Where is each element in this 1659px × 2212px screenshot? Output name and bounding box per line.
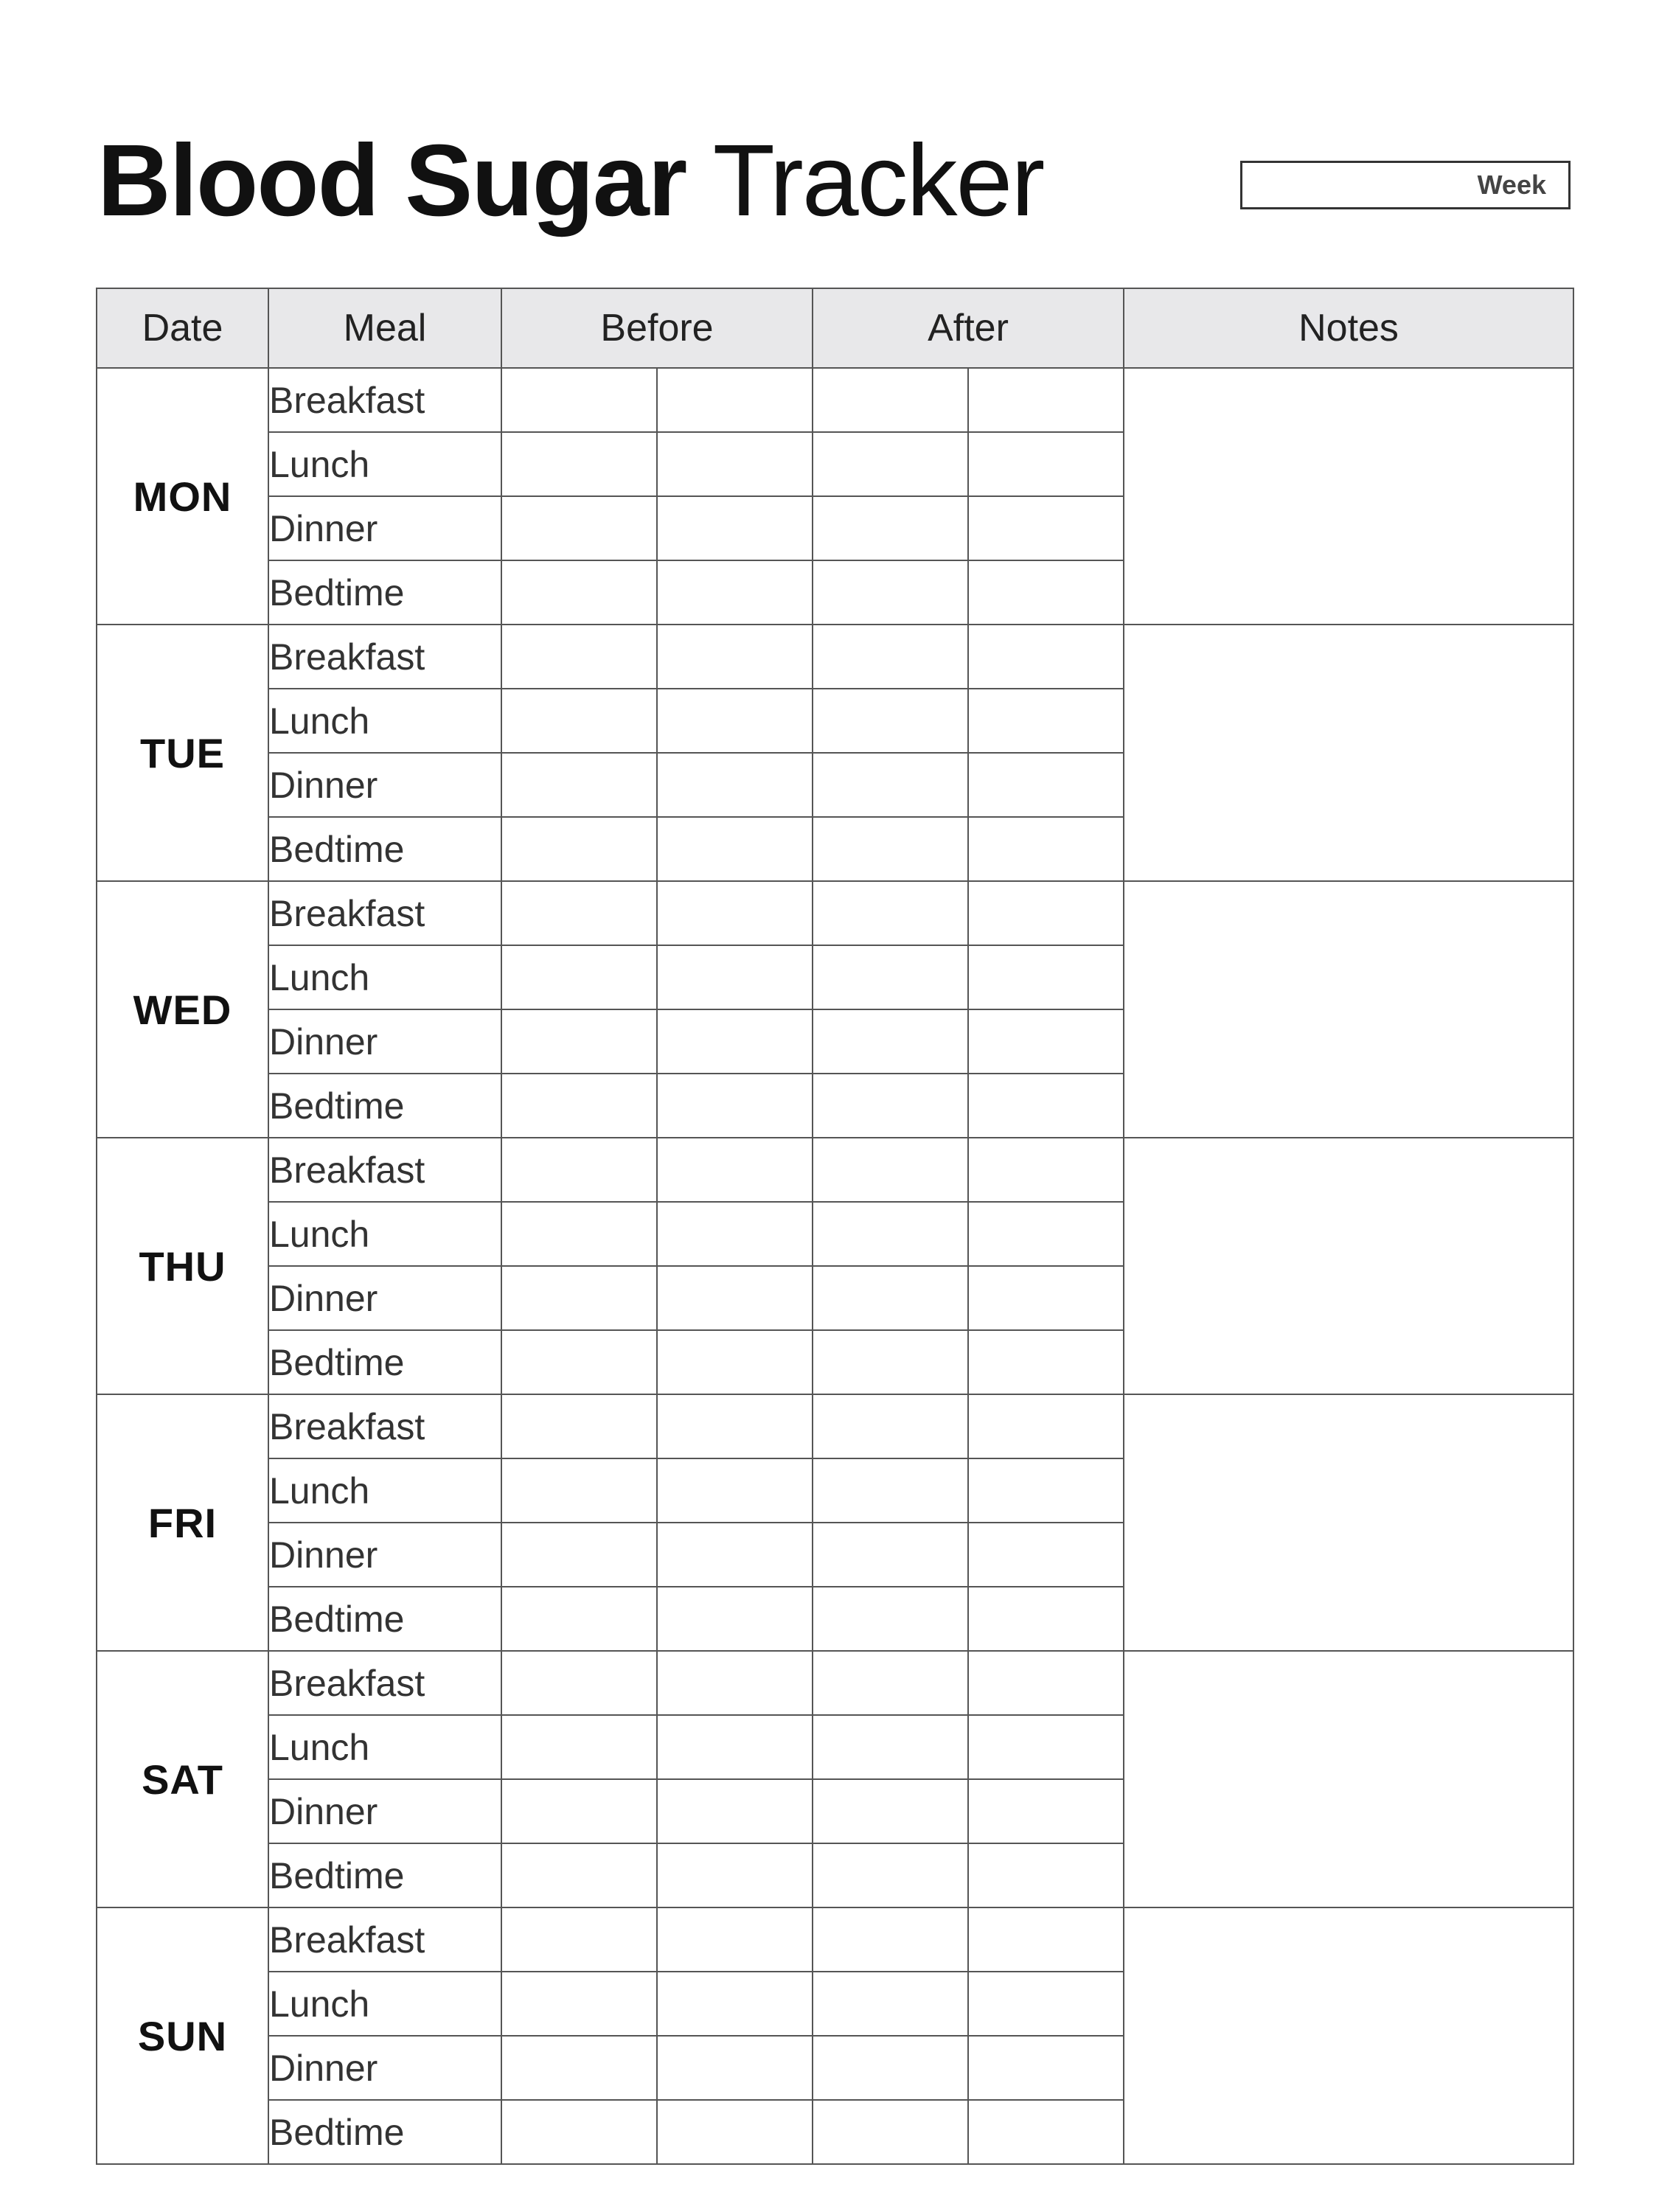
after-cell-2[interactable] [968, 2100, 1124, 2164]
after-cell-1[interactable] [813, 1651, 968, 1715]
tracker-table [96, 288, 1574, 2165]
after-cell-2[interactable] [968, 1972, 1124, 2036]
after-cell-1[interactable] [813, 432, 968, 496]
before-cell-1[interactable] [501, 1907, 657, 1972]
after-cell-2[interactable] [968, 1907, 1124, 1972]
before-cell-2[interactable] [657, 1074, 813, 1138]
meal-label: Bedtime [268, 1587, 501, 1651]
notes-cell[interactable] [1124, 1651, 1573, 1907]
before-cell-1[interactable] [501, 1330, 657, 1394]
before-cell-1[interactable] [501, 1715, 657, 1779]
meal-label: Lunch [268, 1715, 501, 1779]
table-row [97, 1907, 1573, 1972]
after-cell-2[interactable] [968, 368, 1124, 432]
after-cell-1[interactable] [813, 817, 968, 881]
before-cell-2[interactable] [657, 1138, 813, 1202]
before-cell-1[interactable] [501, 496, 657, 560]
before-cell-1[interactable] [501, 1651, 657, 1715]
before-cell-2[interactable] [657, 2036, 813, 2100]
after-cell-1[interactable] [813, 1330, 968, 1394]
week-field[interactable] [1240, 161, 1571, 209]
day-label: SUN [97, 1907, 268, 2164]
meal-label: Bedtime [268, 1074, 501, 1138]
before-cell-2[interactable] [657, 1907, 813, 1972]
before-cell-1[interactable] [501, 1138, 657, 1202]
before-cell-2[interactable] [657, 1843, 813, 1907]
meal-label: Lunch [268, 1202, 501, 1266]
before-cell-2[interactable] [657, 1523, 813, 1587]
before-cell-2[interactable] [657, 881, 813, 945]
after-cell-1[interactable] [813, 945, 968, 1009]
before-cell-1[interactable] [501, 1009, 657, 1074]
after-cell-1[interactable] [813, 1138, 968, 1202]
before-cell-1[interactable] [501, 1074, 657, 1138]
after-cell-1[interactable] [813, 496, 968, 560]
before-cell-1[interactable] [501, 817, 657, 881]
before-cell-2[interactable] [657, 432, 813, 496]
header-notes: Notes [1124, 288, 1573, 368]
before-cell-2[interactable] [657, 1779, 813, 1843]
meal-label: Dinner [268, 2036, 501, 2100]
meal-label: Lunch [268, 432, 501, 496]
before-cell-2[interactable] [657, 496, 813, 560]
before-cell-2[interactable] [657, 1651, 813, 1715]
before-cell-2[interactable] [657, 689, 813, 753]
table-row [97, 368, 1573, 432]
after-cell-1[interactable] [813, 2036, 968, 2100]
before-cell-1[interactable] [501, 881, 657, 945]
meal-label: Bedtime [268, 817, 501, 881]
before-cell-2[interactable] [657, 560, 813, 625]
after-cell-2[interactable] [968, 625, 1124, 689]
before-cell-1[interactable] [501, 1394, 657, 1458]
after-cell-2[interactable] [968, 1138, 1124, 1202]
after-cell-2[interactable] [968, 1074, 1124, 1138]
notes-cell[interactable] [1124, 881, 1573, 1138]
after-cell-2[interactable] [968, 689, 1124, 753]
after-cell-1[interactable] [813, 1394, 968, 1458]
after-cell-1[interactable] [813, 1202, 968, 1266]
meal-label: Breakfast [268, 1394, 501, 1458]
table-row [97, 1394, 1573, 1458]
after-cell-1[interactable] [813, 881, 968, 945]
before-cell-2[interactable] [657, 945, 813, 1009]
before-cell-1[interactable] [501, 1458, 657, 1523]
meal-label: Breakfast [268, 625, 501, 689]
meal-label: Lunch [268, 689, 501, 753]
before-cell-1[interactable] [501, 368, 657, 432]
after-cell-2[interactable] [968, 1266, 1124, 1330]
before-cell-2[interactable] [657, 1715, 813, 1779]
after-cell-1[interactable] [813, 1074, 968, 1138]
after-cell-2[interactable] [968, 1715, 1124, 1779]
after-cell-2[interactable] [968, 2036, 1124, 2100]
before-cell-2[interactable] [657, 1330, 813, 1394]
before-cell-1[interactable] [501, 1972, 657, 2036]
page-title [97, 118, 1043, 243]
before-cell-1[interactable] [501, 432, 657, 496]
meal-label: Dinner [268, 1779, 501, 1843]
meal-label: Dinner [268, 1009, 501, 1074]
meal-label: Lunch [268, 1458, 501, 1523]
after-cell-1[interactable] [813, 753, 968, 817]
after-cell-1[interactable] [813, 689, 968, 753]
table-row [97, 1138, 1573, 1202]
after-cell-2[interactable] [968, 1458, 1124, 1523]
after-cell-1[interactable] [813, 1009, 968, 1074]
day-label: SAT [97, 1651, 268, 1907]
before-cell-1[interactable] [501, 1843, 657, 1907]
before-cell-2[interactable] [657, 625, 813, 689]
before-cell-1[interactable] [501, 689, 657, 753]
before-cell-2[interactable] [657, 1458, 813, 1523]
after-cell-2[interactable] [968, 881, 1124, 945]
before-cell-2[interactable] [657, 1202, 813, 1266]
before-cell-1[interactable] [501, 1266, 657, 1330]
after-cell-2[interactable] [968, 1202, 1124, 1266]
before-cell-1[interactable] [501, 560, 657, 625]
after-cell-1[interactable] [813, 625, 968, 689]
header-meal: Meal [268, 288, 501, 368]
before-cell-1[interactable] [501, 2100, 657, 2164]
before-cell-2[interactable] [657, 1972, 813, 2036]
header-after: After [813, 288, 1124, 368]
after-cell-2[interactable] [968, 753, 1124, 817]
meal-label: Dinner [268, 496, 501, 560]
notes-cell[interactable] [1124, 1394, 1573, 1651]
after-cell-2[interactable] [968, 1651, 1124, 1715]
meal-label: Bedtime [268, 1330, 501, 1394]
after-cell-2[interactable] [968, 1394, 1124, 1458]
after-cell-2[interactable] [968, 1009, 1124, 1074]
after-cell-2[interactable] [968, 1587, 1124, 1651]
after-cell-2[interactable] [968, 817, 1124, 881]
notes-cell[interactable] [1124, 625, 1573, 881]
after-cell-2[interactable] [968, 560, 1124, 625]
after-cell-1[interactable] [813, 1587, 968, 1651]
header-date: Date [97, 288, 268, 368]
before-cell-1[interactable] [501, 945, 657, 1009]
before-cell-2[interactable] [657, 1394, 813, 1458]
before-cell-2[interactable] [657, 753, 813, 817]
meal-label: Breakfast [268, 881, 501, 945]
after-cell-1[interactable] [813, 1972, 968, 2036]
after-cell-2[interactable] [968, 1779, 1124, 1843]
after-cell-1[interactable] [813, 1458, 968, 1523]
day-label: TUE [97, 625, 268, 881]
before-cell-1[interactable] [501, 753, 657, 817]
header-row [97, 288, 1573, 368]
meal-label: Breakfast [268, 368, 501, 432]
before-cell-2[interactable] [657, 368, 813, 432]
after-cell-1[interactable] [813, 560, 968, 625]
after-cell-1[interactable] [813, 1715, 968, 1779]
meal-label: Breakfast [268, 1651, 501, 1715]
meal-label: Dinner [268, 1523, 501, 1587]
meal-label: Bedtime [268, 1843, 501, 1907]
table-row [97, 881, 1573, 945]
before-cell-2[interactable] [657, 1587, 813, 1651]
meal-label: Breakfast [268, 1138, 501, 1202]
day-label: MON [97, 368, 268, 625]
before-cell-2[interactable] [657, 1266, 813, 1330]
after-cell-1[interactable] [813, 1779, 968, 1843]
before-cell-1[interactable] [501, 1587, 657, 1651]
after-cell-1[interactable] [813, 1523, 968, 1587]
after-cell-2[interactable] [968, 432, 1124, 496]
week-label: Week [1477, 170, 1546, 200]
notes-cell[interactable] [1124, 1138, 1573, 1394]
title-light: Tracker [712, 124, 1044, 237]
day-label: THU [97, 1138, 268, 1394]
notes-cell[interactable] [1124, 368, 1573, 625]
before-cell-1[interactable] [501, 2036, 657, 2100]
after-cell-2[interactable] [968, 945, 1124, 1009]
meal-label: Dinner [268, 753, 501, 817]
table-row [97, 1651, 1573, 1715]
table-row [97, 625, 1573, 689]
header-before: Before [501, 288, 813, 368]
notes-cell[interactable] [1124, 1907, 1573, 2164]
meal-label: Dinner [268, 1266, 501, 1330]
after-cell-1[interactable] [813, 368, 968, 432]
after-cell-1[interactable] [813, 2100, 968, 2164]
meal-label: Bedtime [268, 2100, 501, 2164]
before-cell-2[interactable] [657, 2100, 813, 2164]
meal-label: Lunch [268, 945, 501, 1009]
after-cell-1[interactable] [813, 1907, 968, 1972]
meal-label: Breakfast [268, 1907, 501, 1972]
before-cell-1[interactable] [501, 625, 657, 689]
meal-label: Lunch [268, 1972, 501, 2036]
after-cell-2[interactable] [968, 1843, 1124, 1907]
before-cell-1[interactable] [501, 1202, 657, 1266]
before-cell-1[interactable] [501, 1779, 657, 1843]
meal-label: Bedtime [268, 560, 501, 625]
after-cell-2[interactable] [968, 496, 1124, 560]
after-cell-2[interactable] [968, 1523, 1124, 1587]
before-cell-1[interactable] [501, 1523, 657, 1587]
after-cell-1[interactable] [813, 1843, 968, 1907]
after-cell-1[interactable] [813, 1266, 968, 1330]
day-label: WED [97, 881, 268, 1138]
before-cell-2[interactable] [657, 817, 813, 881]
title-bold: Blood Sugar [97, 124, 686, 237]
before-cell-2[interactable] [657, 1009, 813, 1074]
after-cell-2[interactable] [968, 1330, 1124, 1394]
day-label: FRI [97, 1394, 268, 1651]
